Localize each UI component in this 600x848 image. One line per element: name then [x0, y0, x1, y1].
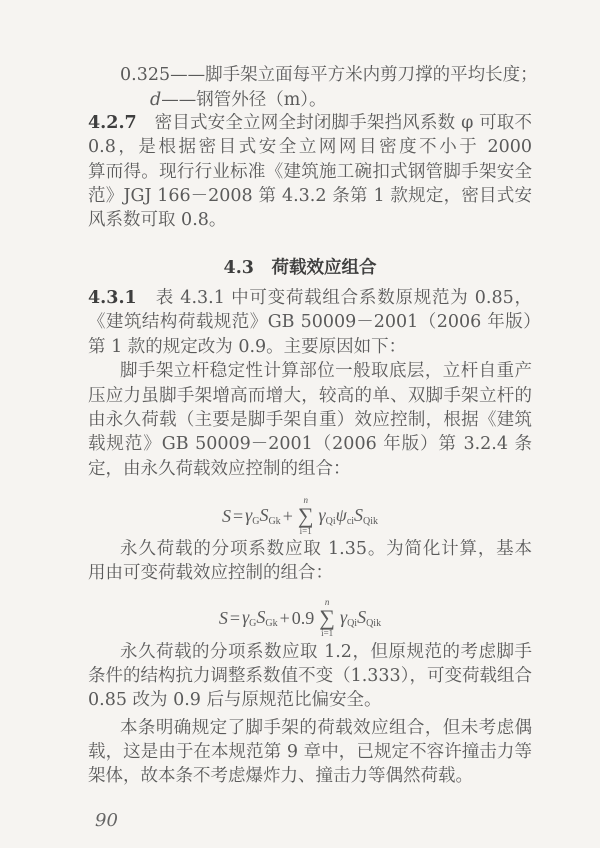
text-line: 《建筑结构荷载规范》GB 50009－2001（2006 年版） — [88, 312, 532, 332]
formula-subscript: Gk — [268, 516, 281, 527]
formula-symbol: S — [218, 607, 228, 628]
text-line: 载，这是由于在本规范第 9 章中，已规定不容许撞击力等 — [88, 742, 532, 762]
formula-symbol: γ — [339, 607, 348, 627]
text-line: 压应力虽脚手架增高而增大，较高的单、双脚手架立杆的 — [88, 386, 532, 406]
formula-symbol: γ — [318, 505, 326, 525]
text-line: 永久荷载的分项系数应取 1.2，但原规范的考虑脚手 — [120, 642, 532, 662]
text-line: 由永久荷载（主要是脚手架自重）效应控制，根据《建筑 — [88, 410, 532, 430]
formula-subscript: G — [249, 618, 257, 629]
formula-subscript: Qi — [325, 516, 336, 527]
text-span: 密目式安全立网全封闭脚手架挡风系数 φ 可取不 — [154, 113, 532, 133]
formula-subscript: G — [252, 516, 260, 527]
sum-sign: ∑ — [319, 605, 335, 630]
section-heading: 4.3 荷载效应组合 — [223, 258, 377, 278]
formula-subscript: ci — [346, 516, 355, 527]
text-line: 条件的结构抗力调整系数值不变（1.333），可变荷载组合 — [88, 666, 532, 686]
text-line: 架体，故本条不考虑爆炸力、撞击力等偶然荷载。 — [88, 766, 473, 786]
formula-symbol: S — [354, 505, 364, 525]
text-line: 本条明确规定了脚手架的荷载效应组合，但未考虑偶 — [120, 718, 532, 738]
text-line: 风系数可取 0.8。 — [88, 210, 227, 230]
formula-symbol: S — [221, 505, 231, 526]
text-line: 永久荷载的分项系数应取 1.35。为简化计算，基本 — [120, 539, 532, 559]
text-line: 第 1 款的规定改为 0.9。主要原因如下： — [88, 337, 407, 357]
formula-symbol: S — [256, 607, 266, 627]
text-line: 脚手架立杆稳定性计算部位一般取底层，立杆自重产 — [120, 361, 532, 381]
text-line — [150, 88, 594, 112]
sum-lower: i=1 — [299, 526, 312, 536]
formula-symbol: = — [232, 505, 244, 526]
text-line: 用由可变荷载效应控制的组合： — [88, 563, 333, 583]
text-line: 0.85 改为 0.9 后与原规范比偏安全。 — [88, 690, 382, 710]
page-number: 90 — [95, 810, 118, 831]
text-line: 范》JGJ 166－2008 第 4.3.2 条第 1 款规定，密目式安 — [88, 186, 532, 206]
text-line: 算而得。现行行业标准《建筑施工碗扣式钢管脚手架安全 — [88, 162, 532, 182]
sum-lower: i=1 — [321, 628, 334, 638]
clause-number: 4.3.1 — [88, 288, 137, 308]
clause-number: 4.2.7 — [88, 113, 137, 133]
text-span: 表 4.3.1 中可变荷载组合系数原规范为 0.85， — [155, 288, 532, 308]
formula-symbol: + — [282, 505, 293, 526]
formula-symbol: ψ — [335, 505, 347, 525]
formula-symbol: + — [279, 607, 290, 628]
formula-symbol: γ — [242, 607, 250, 627]
text-line — [88, 111, 532, 135]
sum-sign: ∑ — [297, 503, 314, 528]
formula-subscript: Qik — [363, 516, 379, 527]
text-span: ——钢管外径（m）。 — [161, 90, 327, 110]
formula-variable-load — [0, 598, 600, 638]
text-line: 0.325——脚手架立面每平方米内剪刀撑的平均长度； — [120, 65, 538, 85]
formula-coefficient: 0.9 — [291, 607, 315, 628]
formula-symbol: S — [259, 505, 269, 525]
summation — [319, 598, 335, 638]
formula-subscript: Gk — [265, 618, 278, 629]
sum-upper: n — [324, 597, 330, 607]
text-line: 载规范》GB 50009－2001（2006 年版）第 3.2.4 条 — [88, 434, 532, 454]
text-line: 定，由永久荷载效应控制的组合： — [88, 459, 351, 479]
formula-symbol: = — [229, 607, 241, 628]
formula-subscript: Qi — [347, 618, 358, 629]
formula-symbol: S — [357, 607, 367, 627]
symbol-d: d — [150, 90, 162, 110]
text-line — [88, 286, 532, 310]
summation — [298, 496, 314, 536]
formula-subscript: Qik — [366, 618, 382, 629]
formula-symbol: γ — [245, 505, 253, 525]
formula-permanent-load — [0, 496, 600, 536]
sum-upper: n — [303, 495, 308, 505]
text-line: 0.8，是根据密目式安全立网网目密度不小于 2000 — [88, 137, 532, 157]
